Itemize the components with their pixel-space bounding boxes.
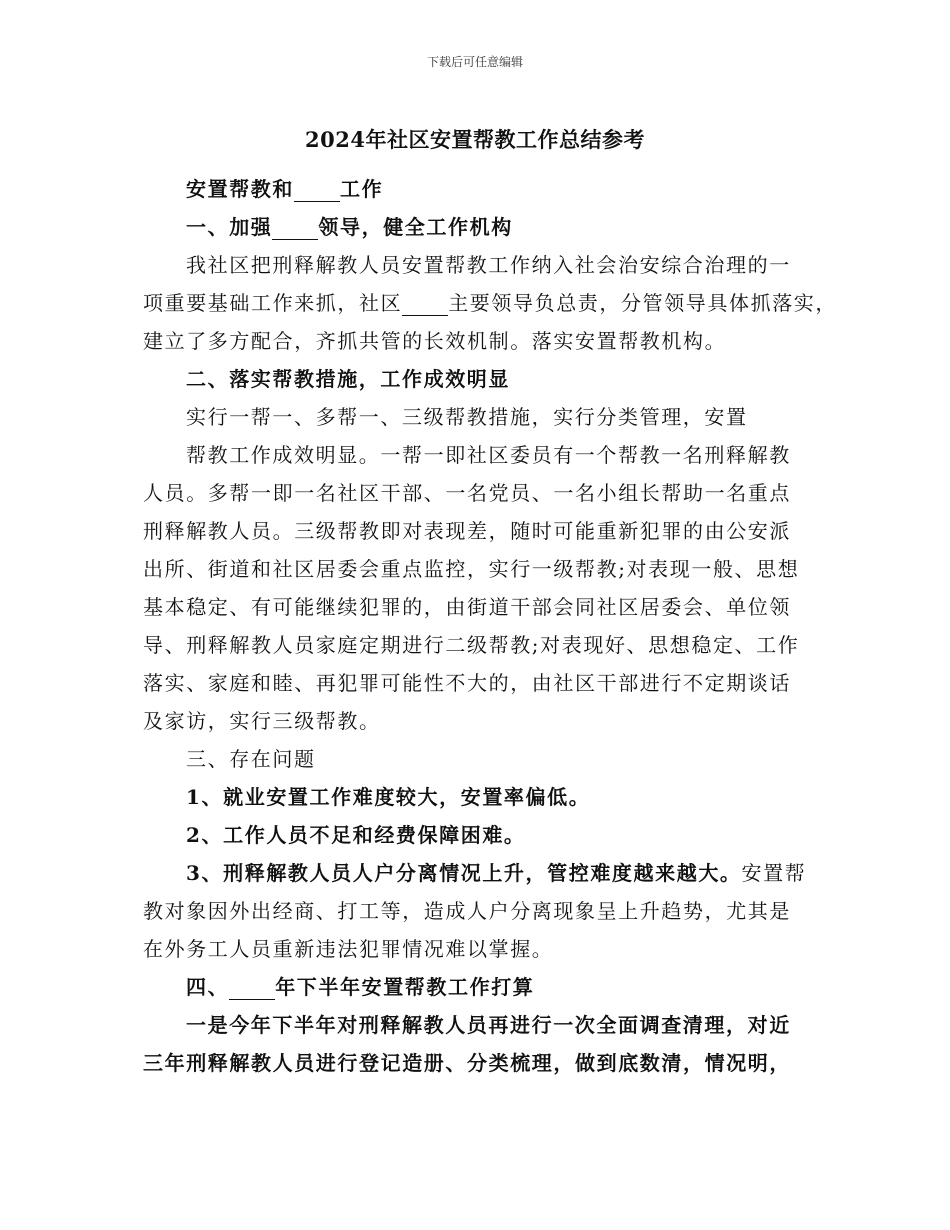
blank-underline — [229, 975, 275, 1000]
text-span: 3、刑释解教人员人户分离情况上升，管控难度越来越大。 — [186, 861, 742, 885]
paragraph-line: 导、刑释解教人员家庭定期进行二级帮教;对表现好、思想稳定、工作 — [143, 633, 800, 657]
paragraph-line: 出所、街道和社区居委会重点监控，实行一级帮教;对表现一般、思想 — [143, 557, 800, 581]
paragraph-line: 刑释解教人员。三级帮教即对表现差，随时可能重新犯罪的由公安派 — [143, 519, 791, 543]
paragraph-line: 及家访，实行三级帮教。 — [143, 709, 381, 733]
paragraph-line: 落实、家庭和睦、再犯罪可能性不大的，由社区干部进行不定期谈话 — [143, 671, 791, 695]
text-span: 项重要基础工作来抓，社区 — [143, 291, 403, 315]
text-span: 年下半年安置帮教工作打算 — [275, 975, 535, 999]
section-heading: 二、落实帮教措施，工作成效明显 — [186, 367, 510, 391]
text-span: 领导，健全工作机构 — [318, 215, 513, 239]
paragraph-line: 在外务工人员重新违法犯罪情况难以掌握。 — [143, 937, 554, 961]
paragraph-line: 建立了多方配合，齐抓共管的长效机制。落实安置帮教机构。 — [143, 329, 727, 353]
blank-underline — [402, 291, 448, 316]
text-span: 工作 — [340, 177, 384, 201]
section-heading — [143, 968, 823, 1006]
header-note: 下载后可任意编辑 — [426, 55, 523, 69]
text-span: 主要领导负总责，分管领导具体抓落实， — [448, 291, 838, 315]
problem-item — [143, 854, 823, 892]
text-span: 一、加强 — [186, 215, 273, 239]
paragraph-line: 实行一帮一、多帮一、三级帮教措施，实行分类管理，安置 — [186, 405, 748, 429]
text-span: 安置帮 — [741, 861, 807, 885]
paragraph-line: 人员。多帮一即一名社区干部、一名党员、一名小组长帮助一名重点 — [143, 481, 791, 505]
document-body — [143, 170, 838, 1082]
section-heading — [143, 170, 823, 208]
problem-item: 2、工作人员不足和经费保障困难。 — [186, 823, 526, 847]
paragraph-line: 一是今年下半年对刑释解教人员再进行一次全面调查清理，对近 — [186, 1013, 791, 1037]
section-heading: 三、存在问题 — [186, 747, 316, 771]
paragraph-line — [143, 284, 838, 322]
document-title: 2024年社区安置帮教工作总结参考 — [305, 127, 645, 152]
blank-underline — [272, 215, 318, 240]
text-span: 安置帮教和 — [186, 177, 294, 201]
paragraph-line: 基本稳定、有可能继续犯罪的，由街道干部会同社区居委会、单位领 — [143, 595, 791, 619]
problem-item: 1、就业安置工作难度较大，安置率偏低。 — [186, 785, 591, 809]
section-heading — [143, 208, 823, 246]
paragraph-line: 教对象因外出经商、打工等，造成人户分离现象呈上升趋势，尤其是 — [143, 899, 791, 923]
paragraph-line: 帮教工作成效明显。一帮一即社区委员有一个帮教一名刑释解教 — [186, 443, 791, 467]
text-span: 四、 — [186, 975, 230, 999]
paragraph-line: 三年刑释解教人员进行登记造册、分类梳理，做到底数清，情况明， — [143, 1051, 791, 1075]
paragraph-line: 我社区把刑释解教人员安置帮教工作纳入社会治安综合治理的一 — [186, 253, 791, 277]
blank-underline — [294, 177, 340, 202]
